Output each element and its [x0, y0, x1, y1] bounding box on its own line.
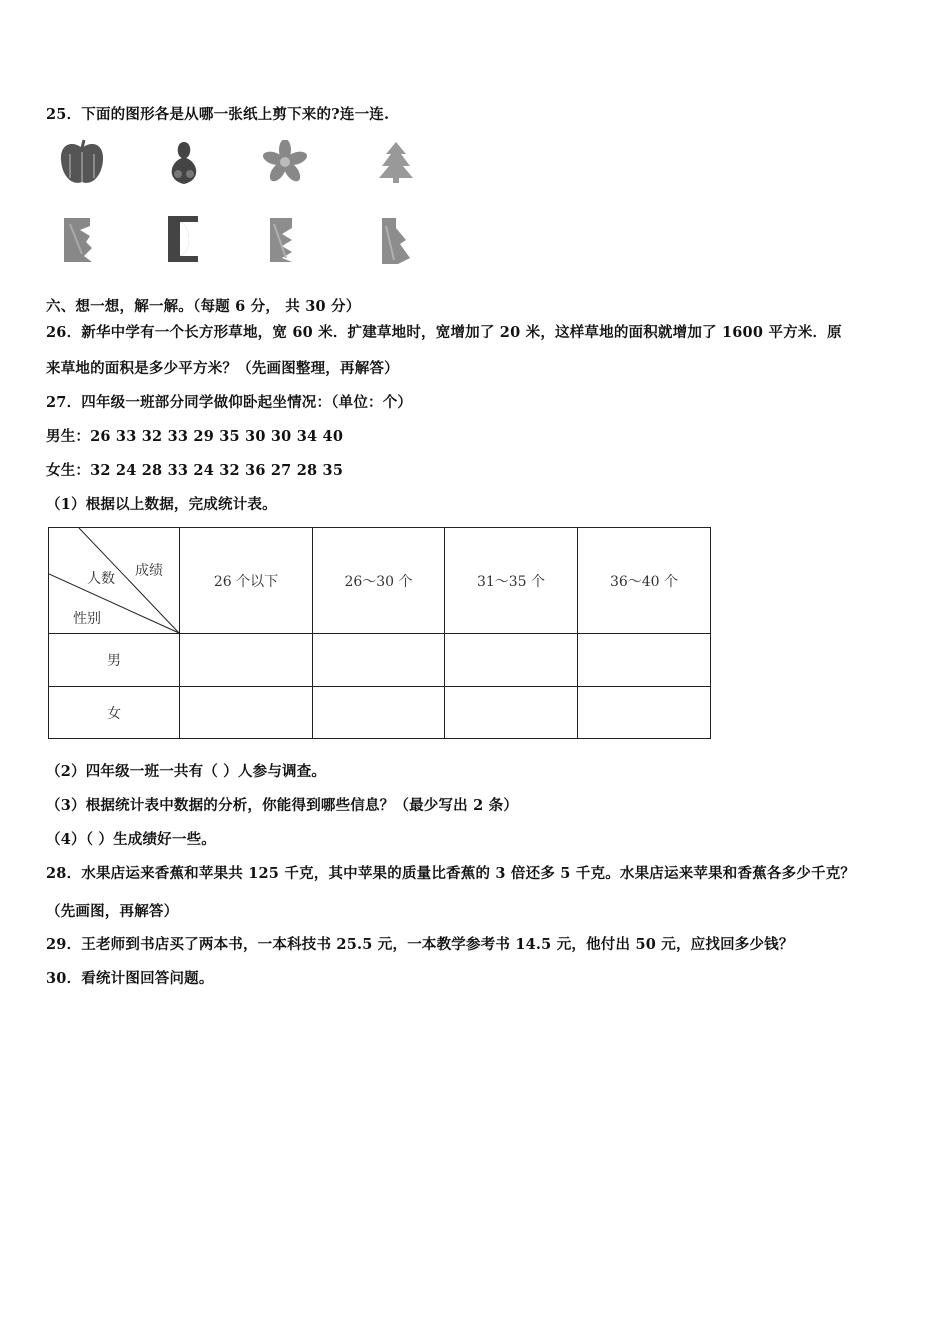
question-28-line-2: （先画图，再解答） [46, 903, 179, 920]
question-27: 27．四年级一班部分同学做仰卧起坐情况：（单位：个） [46, 394, 413, 411]
question-29: 29．王老师到书店买了两本书，一本科技书 25.5 元，一本教学参考书 14.5 元，他付出 50 元，应找回多少钱？ [46, 936, 794, 953]
empty-cell [578, 634, 711, 687]
table-row [49, 687, 711, 739]
girls-data: 女生：32 24 28 33 24 32 36 27 28 35 [46, 462, 344, 479]
flower-shape-figure [262, 140, 308, 184]
question-25: 25．下面的图形各是从哪一张纸上剪下来的?连一连. [46, 106, 390, 123]
question-26-line-1: 26．新华中学有一个长方形草地，宽 60 米．扩建草地时，宽增加了 20 米，这样草地的面积就增加了 1600 平方米．原 [46, 324, 842, 341]
gourd-shape-figure [162, 136, 206, 188]
corner-people-label: 人数 [87, 571, 115, 587]
question-26-line-2: 来草地的面积是多少平方米？（先画图整理，再解答） [46, 360, 399, 377]
row-label-female: 女 [49, 687, 180, 739]
empty-cell [313, 687, 445, 739]
header-cell: 26～30 个 [313, 528, 445, 634]
table-row [49, 634, 711, 687]
statistics-table [48, 527, 711, 739]
empty-cell [313, 634, 445, 687]
apple-shape-figure [58, 138, 106, 188]
question-28-line-1: 28．水果店运来香蕉和苹果共 125 千克，其中苹果的质量比香蕉的 3 倍还多 5 千克。水果店运来苹果和香蕉各多少千克？ [46, 865, 856, 882]
cutout-paper-2 [164, 212, 204, 266]
corner-gender-label: 性别 [73, 611, 101, 627]
cutout-paper-4 [378, 214, 414, 268]
header-cell: 36～40 个 [578, 528, 711, 634]
row-label-male: 男 [49, 634, 180, 687]
corner-score-label: 成绩 [135, 563, 163, 579]
empty-cell [180, 687, 313, 739]
empty-cell [445, 687, 578, 739]
question-27-part-1: （1）根据以上数据，完成统计表。 [46, 496, 277, 513]
table-header-row [49, 528, 711, 634]
question-30: 30．看统计图回答问题。 [46, 970, 214, 987]
empty-cell [180, 634, 313, 687]
section-6-heading: 六、想一想，解一解。（每题 6 分， 共 30 分） [46, 298, 361, 315]
tree-shape-figure [376, 140, 416, 184]
cutout-paper-1 [60, 214, 98, 266]
boys-data: 男生：26 33 32 33 29 35 30 30 34 40 [46, 428, 344, 445]
question-27-part-3: （3）根据统计表中数据的分析，你能得到哪些信息？（最少写出 2 条） [46, 797, 519, 814]
question-27-part-4: （4）（ ）生成绩好一些。 [46, 831, 216, 848]
empty-cell [445, 634, 578, 687]
table-corner-cell [49, 528, 180, 634]
question-27-part-2: （2）四年级一班一共有（ ）人参与调查。 [46, 763, 327, 780]
empty-cell [578, 687, 711, 739]
cutout-paper-3 [266, 214, 302, 266]
header-cell: 26 个以下 [180, 528, 313, 634]
header-cell: 31～35 个 [445, 528, 578, 634]
